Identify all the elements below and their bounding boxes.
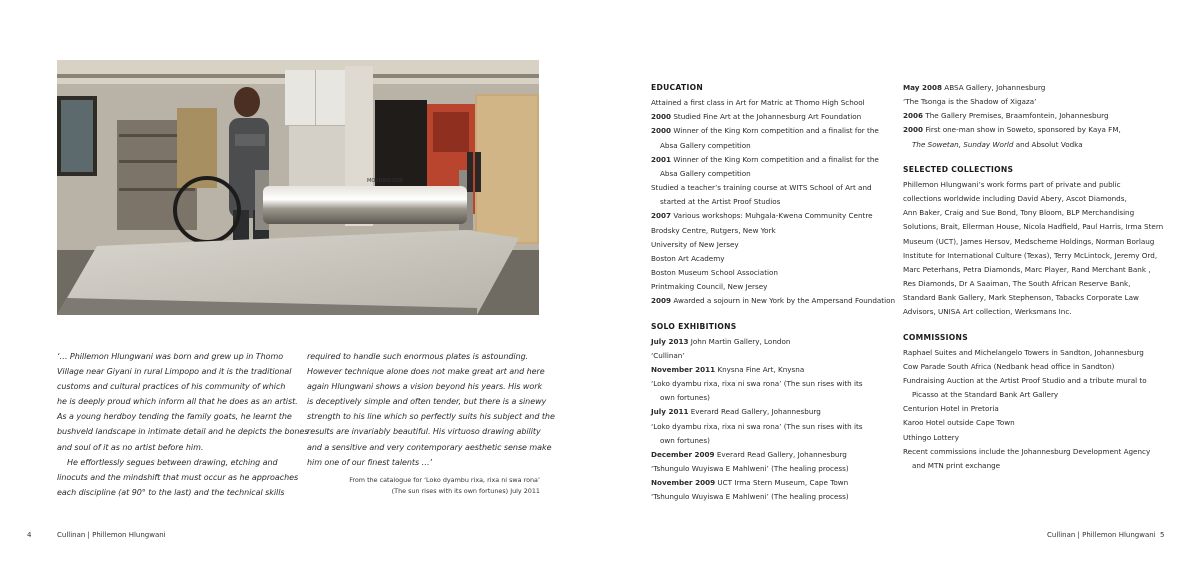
entry-text: ‘The Tsonga is the Shadow of Xigaza’ bbox=[903, 97, 1037, 107]
list-item bbox=[651, 209, 886, 223]
solo-exhibitions-continued bbox=[903, 81, 1143, 138]
entry-text: Boston Art Academy bbox=[651, 253, 725, 263]
left-running-title: Cullinan | Phillemon Hlungwani bbox=[57, 531, 166, 539]
entry-text: John Martin Gallery, London bbox=[690, 336, 791, 346]
quote-line: He effortlessly segues between drawing, etching and bbox=[67, 457, 278, 467]
list-item bbox=[903, 138, 1143, 152]
list-item bbox=[651, 96, 886, 110]
quote-line: is deceptively simple and often tender, but there is a sinewy bbox=[307, 397, 547, 407]
list-item bbox=[651, 490, 886, 504]
entry-text: own fortunes) bbox=[660, 393, 710, 403]
entry-text: ‘Cullinan’ bbox=[651, 350, 685, 360]
quote-line: results are invariably beautiful. His virtuoso drawing ability bbox=[307, 427, 541, 437]
list-item bbox=[903, 416, 1143, 430]
collections-line: Institute for International Culture (Texas), Terry McLintock, Jeremy Ord, bbox=[903, 250, 1158, 260]
right-running-title: Cullinan | Phillemon Hlungwani bbox=[1047, 531, 1156, 539]
entry-text: Winner of the King Korn competition and a finalist for the bbox=[673, 154, 879, 164]
list-item bbox=[651, 124, 886, 138]
list-item bbox=[651, 181, 886, 195]
collections-line: Advisors, UNISA Art collection, Werksmans Inc. bbox=[903, 307, 1072, 317]
list-item bbox=[903, 445, 1151, 459]
quote-column-1 bbox=[57, 349, 309, 500]
list-item bbox=[651, 420, 886, 434]
printing-press-photo-image bbox=[57, 60, 539, 315]
right-page-number: 5 bbox=[1160, 531, 1165, 539]
entry-date: 2000 bbox=[903, 125, 924, 135]
solo-exhibitions-list bbox=[651, 335, 886, 505]
quote-line: and a sensitive and very contemporary aesthetic sense make bbox=[307, 442, 552, 452]
list-item bbox=[903, 123, 1143, 137]
quote-line: each discipline (at 90° to the last) and the technical skills bbox=[57, 487, 285, 497]
list-item bbox=[651, 224, 886, 238]
quote-source-caption bbox=[300, 475, 540, 496]
quote-line: Village near Giyani in rural Limpopo and it is the traditional bbox=[57, 367, 292, 377]
education-list bbox=[651, 96, 896, 308]
newspaper-names: The Sowetan, Sunday World bbox=[912, 139, 1014, 149]
list-item bbox=[903, 81, 1143, 95]
entry-text: Absa Gallery competition bbox=[660, 168, 751, 178]
entry-text: The Gallery Premises, Braamfontein, Johannesburg bbox=[925, 111, 1109, 121]
entry-text: Winner of the King Korn competition and a finalist for the bbox=[673, 126, 879, 136]
entry-text: Karoo Hotel outside Cape Town bbox=[903, 418, 1015, 428]
entry-text: ‘Loko dyambu rixa, rixa ni swa rona’ (The sun rises with its bbox=[651, 379, 863, 389]
collections-text bbox=[903, 178, 1164, 320]
entry-text: Everard Read Gallery, Johannesburg bbox=[716, 449, 847, 459]
collections-line: collections worldwide including David Abery, Ascot Diamonds, bbox=[903, 194, 1127, 204]
entry-text: Fundraising Auction at the Artist Proof Studio and a tribute mural to bbox=[903, 375, 1147, 385]
list-item bbox=[903, 402, 1143, 416]
entry-date: 2007 bbox=[651, 211, 672, 221]
entry-text: University of New Jersey bbox=[651, 239, 739, 249]
quote-line: However technique alone does not make great art and here bbox=[307, 367, 545, 377]
list-item bbox=[651, 280, 886, 294]
list-item bbox=[651, 335, 886, 349]
list-item bbox=[903, 95, 1143, 109]
quote-column-2 bbox=[307, 349, 555, 470]
caption-line: From the catalogue for ‘Loko dyambu rixa, rixa ni swa rona’ bbox=[349, 476, 540, 484]
commissions-list bbox=[903, 346, 1151, 473]
commissions-heading: COMMISSIONS bbox=[903, 332, 968, 342]
collections-line: Standard Bank Gallery, Mark Stephenson, Tabacks Corporate Law bbox=[903, 293, 1139, 303]
quote-line: linocuts and the mindshift that must occur as he approaches bbox=[57, 472, 299, 482]
entry-text: Recent commissions include the Johannesburg Development Agency bbox=[903, 446, 1151, 456]
entry-text: First one-man show in Soweto, sponsored by Kaya FM, bbox=[925, 125, 1121, 135]
list-item bbox=[651, 434, 886, 448]
entry-text: Boston Museum School Association bbox=[651, 268, 778, 278]
entry-date: 2000 bbox=[651, 112, 672, 122]
quote-line: required to handle such enormous plates is astounding. bbox=[307, 352, 529, 361]
entry-text: Studied a teacher’s training course at WITS School of Art and bbox=[651, 183, 872, 193]
collections-line: Ann Baker, Craig and Sue Bond, Tony Bloom, BLP Merchandising bbox=[903, 208, 1135, 218]
entry-text: Absa Gallery competition bbox=[660, 140, 751, 150]
cv-column-1 bbox=[651, 81, 896, 505]
entry-text: ABSA Gallery, Johannesburg bbox=[944, 83, 1046, 92]
quote-line: him one of our finest talents …’ bbox=[307, 457, 433, 467]
entry-text: Attained a first class in Art for Matric at Thomo High School bbox=[651, 98, 865, 108]
list-item bbox=[651, 448, 886, 462]
entry-text: ‘Tshungulo Wuyiswa E Mahlweni’ (The healing process) bbox=[651, 464, 849, 474]
entry-text: Picasso at the Standard Bank Art Gallery bbox=[912, 390, 1059, 400]
quote-line: and soul of it as no artist before him. bbox=[57, 442, 204, 452]
collections-line: Marc Peterhans, Petra Diamonds, Marc Player, Rand Merchant Bank , bbox=[903, 264, 1151, 274]
left-page-number: 4 bbox=[27, 531, 32, 539]
collections-line: Phillemon Hlungwani’s work forms part of private and public bbox=[903, 179, 1121, 189]
entry-text: and MTN print exchange bbox=[912, 460, 1001, 470]
list-item bbox=[651, 167, 886, 181]
list-item bbox=[651, 110, 886, 124]
entry-text: Centurion Hotel in Pretoria bbox=[903, 404, 999, 414]
list-item bbox=[651, 476, 886, 490]
list-item bbox=[651, 377, 886, 391]
list-item bbox=[651, 294, 896, 308]
entry-text: Awarded a sojourn in New York by the Ampersand Foundation bbox=[673, 296, 896, 306]
entry-text: Brodsky Centre, Rutgers, New York bbox=[651, 225, 776, 235]
collections-line: Museum (UCT), James Hersov, Medscheme Holdings, Norman Borlaug bbox=[903, 236, 1155, 246]
list-item bbox=[903, 459, 1143, 473]
entry-text: UCT Irma Stern Museum, Cape Town bbox=[717, 478, 849, 488]
entry-text: started at the Artist Proof Studios bbox=[660, 197, 781, 207]
selected-collections-heading: SELECTED COLLECTIONS bbox=[903, 164, 1014, 174]
caption-line: (The sun rises with its own fortunes) July 2011 bbox=[391, 486, 540, 495]
list-item bbox=[651, 139, 886, 153]
entry-date: July 2013 bbox=[651, 336, 689, 346]
list-item bbox=[903, 431, 1143, 445]
quote-line: strength to his line which so perfectly suits his subject and the bbox=[307, 412, 555, 422]
entry-date: December 2009 bbox=[651, 449, 715, 459]
quote-line: customs and cultural practices of his community of which bbox=[57, 382, 286, 392]
solo-exhibitions-heading: SOLO EXHIBITIONS bbox=[651, 321, 737, 331]
list-item bbox=[651, 349, 886, 363]
entry-text: Various workshops: Muhgala-Kwena Community Centre bbox=[673, 211, 873, 221]
quote-line: he is deeply proud which inform all that he does as an artist. bbox=[57, 397, 298, 407]
list-item bbox=[903, 388, 1143, 402]
press-label: MORNINGSIDE bbox=[367, 178, 404, 184]
entry-date: November 2011 bbox=[651, 364, 716, 374]
entry-text: ‘Tshungulo Wuyiswa E Mahlweni’ (The healing process) bbox=[651, 492, 849, 502]
list-item bbox=[903, 109, 1143, 123]
list-item bbox=[651, 153, 886, 167]
collections-line: Res Diamonds, Dr A Saaiman, The South African Reserve Bank, bbox=[903, 279, 1131, 289]
entry-text: Knysna Fine Art, Knysna bbox=[717, 364, 805, 374]
entry-date: 2000 bbox=[651, 126, 672, 136]
entry-text: Studied Fine Art at the Johannesburg Art Foundation bbox=[673, 112, 862, 122]
list-item bbox=[651, 405, 886, 419]
sponsor-text: and Absolut Vodka bbox=[1013, 139, 1083, 149]
education-heading: EDUCATION bbox=[651, 83, 704, 92]
list-item bbox=[651, 462, 886, 476]
entry-text: Everard Read Gallery, Johannesburg bbox=[690, 407, 821, 417]
list-item bbox=[651, 252, 886, 266]
entry-text: own fortunes) bbox=[660, 435, 710, 445]
entry-date: July 2011 bbox=[651, 407, 689, 417]
quote-line: bushveld landscape in intimate detail and he depicts the bones bbox=[57, 427, 309, 437]
cv-column-2 bbox=[903, 81, 1164, 473]
entry-date: May 2008 bbox=[903, 83, 942, 92]
list-item bbox=[903, 374, 1147, 388]
entry-text: Raphael Suites and Michelangelo Towers in Sandton, Johannesburg bbox=[903, 347, 1144, 357]
quote-line: again Hlungwani shows a vision beyond his years. His work bbox=[307, 382, 543, 392]
entry-text: Printmaking Council, New Jersey bbox=[651, 282, 768, 292]
entry-date: November 2009 bbox=[651, 478, 716, 488]
list-item bbox=[651, 363, 886, 377]
collections-line: Solutions, Brait, Ellerman House, Nicola Hadfield, Paul Harris, Irma Stern bbox=[903, 222, 1164, 232]
entry-text: Uthingo Lottery bbox=[903, 432, 959, 442]
entry-text: Cow Parade South Africa (Nedbank head office in Sandton) bbox=[903, 361, 1115, 371]
quote-line: ‘… Phillemon Hlungwani was born and grew up in Thomo bbox=[57, 352, 284, 361]
entry-date: 2009 bbox=[651, 296, 672, 306]
studio-photo bbox=[57, 60, 539, 315]
quote-line: As a young herdboy tending the family goats, he learnt the bbox=[57, 412, 292, 422]
list-item bbox=[903, 346, 1143, 360]
list-item bbox=[651, 391, 886, 405]
list-item bbox=[651, 195, 886, 209]
entry-date: 2006 bbox=[903, 111, 924, 121]
list-item bbox=[651, 266, 886, 280]
list-item bbox=[903, 360, 1143, 374]
entry-date: 2001 bbox=[651, 154, 672, 164]
list-item bbox=[651, 238, 886, 252]
entry-text: ‘Loko dyambu rixa, rixa ni swa rona’ (The sun rises with its bbox=[651, 421, 863, 431]
